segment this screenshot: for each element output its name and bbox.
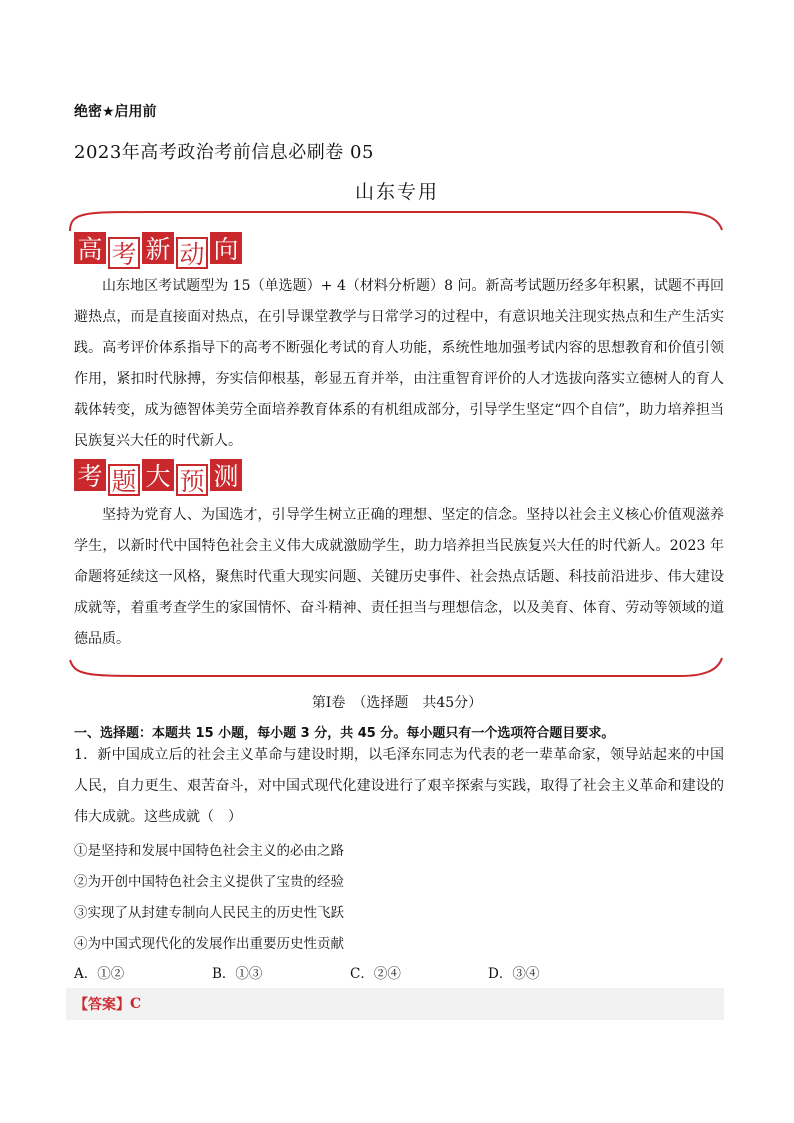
- section-title: 第Ⅰ卷 （选择题 共45分）: [311, 695, 483, 711]
- badge-char: 测: [210, 459, 242, 491]
- answer-box: [66, 988, 724, 1020]
- badge-char: 题: [108, 464, 140, 496]
- badge-char: 动: [176, 237, 208, 269]
- prediction-paragraph: 坚持为党育人、为国选才，引导学生树立正确的理想、坚定的信念。坚持以社会主义核心价值观滋养学生，以新时代中国特色社会主义伟大成就激励学生，助力培养担当民族复兴大任的时代新人。2023 年命题将延续这一风格，聚焦时代重大现实问题、关键历史事件、社会热点话题、科技前沿进步、伟大建设成就等，着重考查学生的家国情怀、奋斗精神、责任担当与理想信念，以及美育、体育、劳动等领域的道德品质。: [74, 507, 724, 647]
- answer-value: C: [130, 996, 142, 1012]
- choice-b: B．①③: [212, 966, 263, 982]
- document-subtitle: 山东专用: [354, 181, 439, 203]
- choice-a: A．①②: [74, 966, 125, 982]
- badge-char: 考: [108, 237, 140, 269]
- badge-char: 考: [74, 459, 106, 491]
- choice-d: D．③④: [488, 966, 540, 982]
- option-4: ④为中国式现代化的发展作出重要历史性贡献: [74, 936, 344, 952]
- instructions: 一、选择题：本题共 15 小题，每小题 3 分，共 45 分。每小题只有一个选项符合题目要求。: [74, 726, 615, 741]
- badge-char: 新: [142, 232, 174, 264]
- badge-char: 向: [210, 232, 242, 264]
- option-2: ②为开创中国特色社会主义提供了宝贵的经验: [74, 874, 344, 890]
- question-stem: 1．新中国成立后的社会主义革命与建设时期，以毛泽东同志为代表的老一辈革命家，领导站起来的中国人民，自力更生、艰苦奋斗，对中国式现代化建设进行了艰辛探索与实践，取得了社会主义革命和建设的伟大成就。这些成就（ ）: [74, 747, 724, 825]
- answer-choices: [74, 962, 694, 982]
- badge-char: 高: [74, 232, 106, 264]
- trend-paragraph: 山东地区考试题型为 15（单选题）+ 4（材料分析题）8 问。新高考试题历经多年积累，试题不再回避热点，而是直接面对热点，在引导课堂教学与日常学习的过程中，有意识地关注现实热点和生产生活实践。高考评价体系指导下的高考不断强化考试的育人功能，系统性地加强考试内容的思想教育和价值引领作用，紧扣时代脉搏，夯实信仰根基，彰显五育并举，由注重智育评价的人才选拔向落实立德树人的育人载体转变，成为德智体美劳全面培养教育体系的有机组成部分，引导学生坚定“四个自信”，助力培养担当民族复兴大任的时代新人。: [74, 278, 724, 449]
- choice-c: C．②④: [350, 966, 401, 982]
- badge-char: 大: [142, 459, 174, 491]
- confidential-label: 绝密★启用前: [74, 104, 157, 120]
- option-3: ③实现了从封建专制向人民民主的历史性飞跃: [74, 905, 344, 921]
- document-title: 2023年高考政治考前信息必刷卷 05: [74, 142, 374, 163]
- section-badge-new-trends: [74, 232, 242, 269]
- badge-char: 预: [176, 464, 208, 496]
- answer-label: 【答案】: [74, 997, 130, 1013]
- section-badge-prediction: [74, 459, 242, 496]
- option-1: ①是坚持和发展中国特色社会主义的必由之路: [74, 843, 344, 859]
